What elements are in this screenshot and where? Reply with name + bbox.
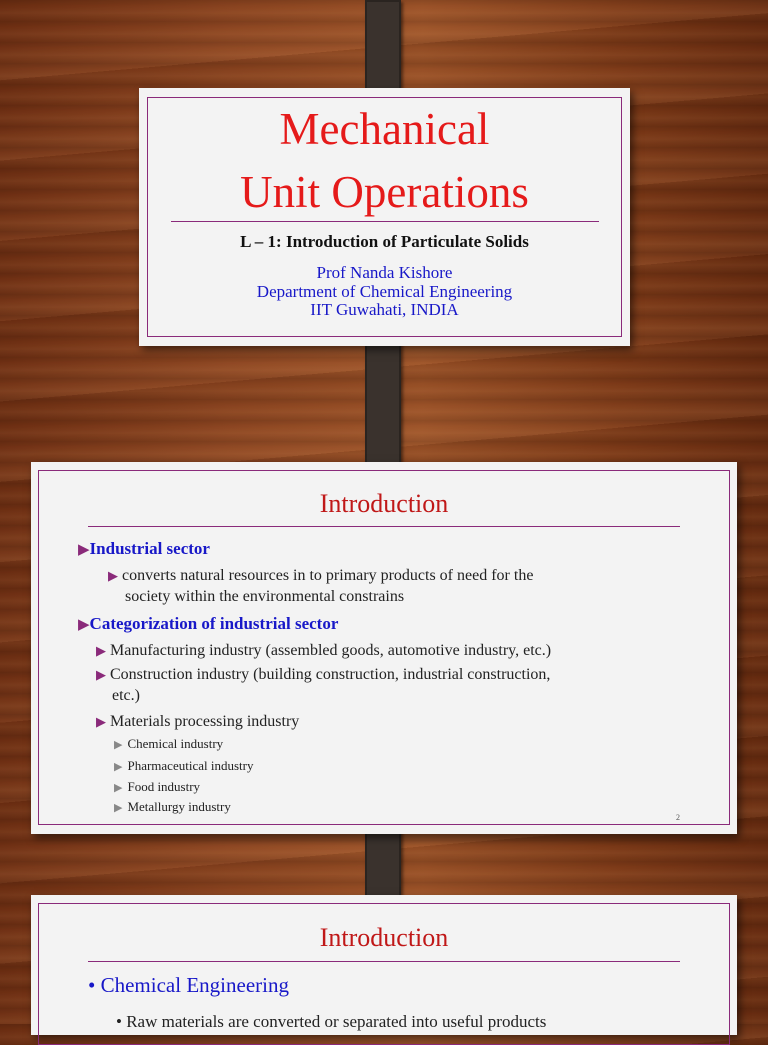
bullet-arrow-icon: ▶ bbox=[114, 739, 123, 751]
sub-chemical-industry: ▶ Chemical industry bbox=[114, 736, 224, 751]
bullet-industrial-sector: ▶Industrial sector bbox=[78, 539, 210, 558]
institute-name: IIT Guwahati, INDIA bbox=[310, 300, 459, 319]
bullet-dot-icon: • bbox=[88, 973, 96, 997]
bullet-arrow-icon: ▶ bbox=[78, 542, 90, 558]
bullet-arrow-icon: ▶ bbox=[114, 761, 123, 773]
chemical-engineering-description: • Raw materials are converted or separated into useful products bbox=[116, 1012, 547, 1031]
sub-food-industry: ▶ Food industry bbox=[114, 779, 201, 794]
bullet-dot-icon: • bbox=[116, 1012, 122, 1031]
author-name: Prof Nanda Kishore bbox=[316, 263, 453, 282]
presentation-title-line1: Mechanical bbox=[279, 104, 490, 154]
department-name: Department of Chemical Engineering bbox=[256, 282, 513, 301]
slide-title: Introduction bbox=[319, 923, 449, 952]
title-slide bbox=[139, 88, 630, 346]
sub-pharmaceutical-industry: ▶ Pharmaceutical industry bbox=[114, 758, 254, 773]
category-manufacturing: ▶ Manufacturing industry (assembled goods, automotive industry, etc.) bbox=[96, 642, 552, 659]
hanging-strap-middle bbox=[365, 330, 401, 480]
bullet-arrow-icon: ▶ bbox=[114, 802, 123, 814]
bullet-arrow-icon: ▶ bbox=[108, 568, 118, 583]
slide-title: Introduction bbox=[319, 489, 449, 518]
bullet-categorization: ▶Categorization of industrial sector bbox=[78, 614, 339, 633]
lecture-subtitle: L – 1: Introduction of Particulate Solids bbox=[240, 232, 529, 251]
category-construction: ▶ Construction industry (building construction, industrial construction, etc.) bbox=[96, 666, 551, 704]
slide-title-divider bbox=[88, 526, 680, 527]
introduction-slide bbox=[31, 462, 737, 834]
bullet-arrow-icon: ▶ bbox=[78, 617, 90, 633]
presentation-title-line2: Unit Operations bbox=[240, 167, 529, 217]
page-number: 2 bbox=[676, 813, 680, 822]
bullet-arrow-icon: ▶ bbox=[96, 714, 106, 729]
bullet-chemical-engineering: • Chemical Engineering bbox=[88, 973, 289, 997]
slide-title-divider bbox=[88, 961, 680, 962]
bullet-arrow-icon: ▶ bbox=[96, 643, 106, 658]
bullet-arrow-icon: ▶ bbox=[114, 782, 123, 794]
sub-metallurgy-industry: ▶ Metallurgy industry bbox=[114, 799, 231, 814]
bullet-arrow-icon: ▶ bbox=[96, 667, 106, 682]
category-materials-processing: ▶ Materials processing industry bbox=[96, 713, 300, 730]
introduction-slide-2 bbox=[31, 895, 737, 1035]
industrial-sector-description: ▶ converts natural resources in to primary products of need for the society within the environmental constrains bbox=[108, 567, 534, 605]
title-divider bbox=[171, 221, 599, 222]
